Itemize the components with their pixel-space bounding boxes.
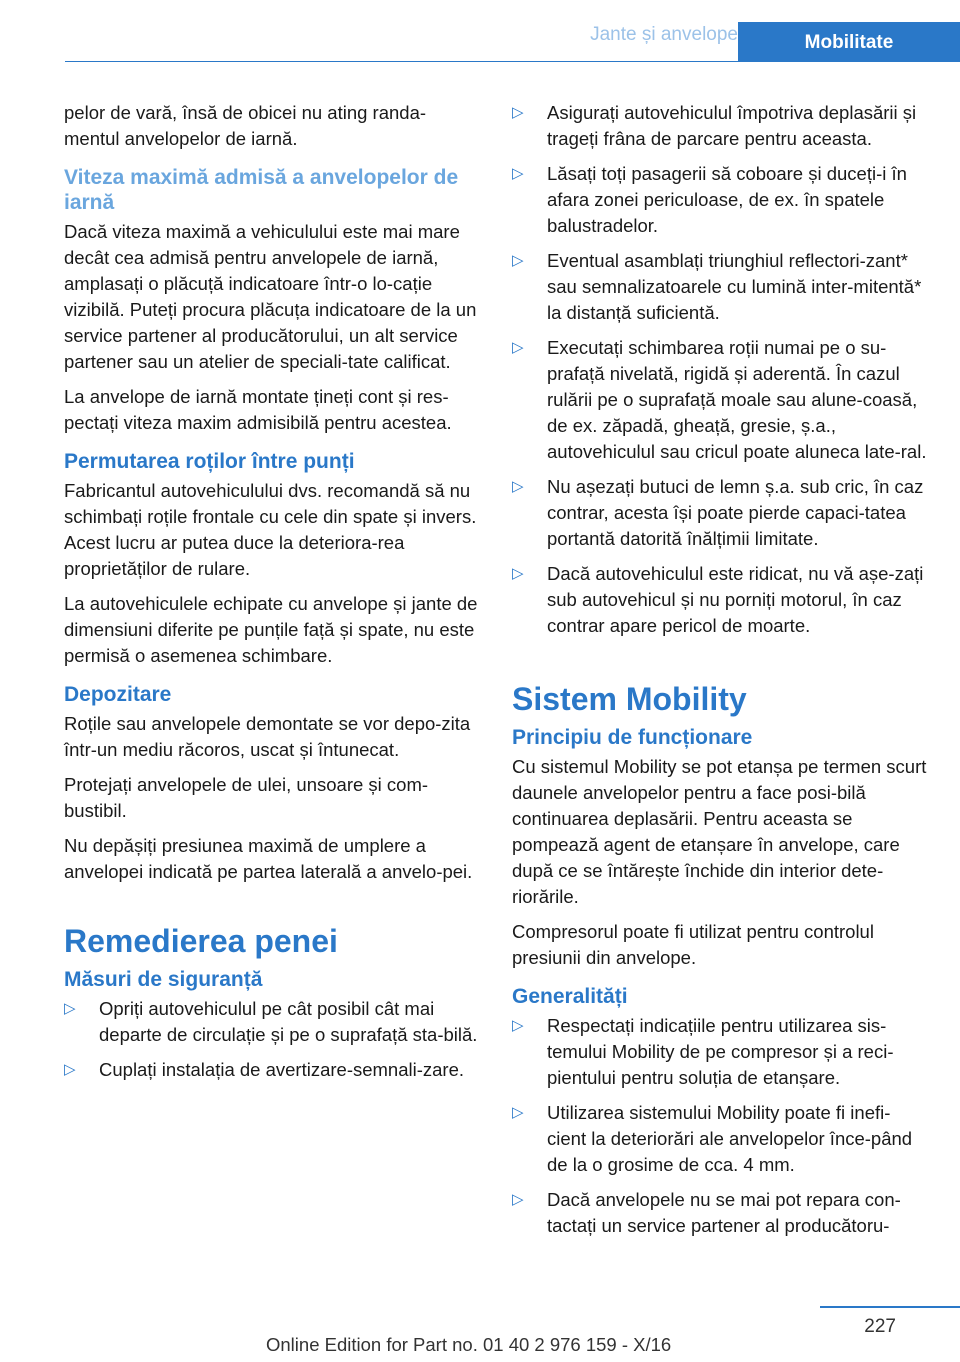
triangle-bullet-icon: ▷ (512, 252, 524, 269)
list-item: ▷ Dacă autovehiculul este ridicat, nu vă așe-zați sub autovehicul și nu porniți motorul, în caz contrar apare pericol de moarte. (512, 563, 924, 636)
list-item: ▷ Utilizarea sistemului Mobility poate fi inefi-cient la deteriorări ale anvelopelor înce-pând de la o grosime de cca. 4 mm. (512, 1102, 913, 1175)
list-item: ▷ Asigurați autovehiculul împotriva deplasării și trageți frâna de parcare pentru aceasta. (512, 102, 917, 149)
list-item: ▷ Respectați indicațiile pentru utilizarea sis-temului Mobility de pe compresor și a reci-pientului pentru soluția de etanșare. (512, 1015, 894, 1088)
header-rule (65, 61, 960, 62)
footer-rule (820, 1306, 960, 1308)
heading-permutare: Permutarea roților între punți (64, 450, 355, 473)
triangle-bullet-icon: ▷ (64, 1000, 76, 1017)
triangle-bullet-icon: ▷ (512, 1104, 524, 1121)
heading-masuri: Măsuri de siguranță (64, 968, 263, 991)
list-item: ▷ Nu așezați butuci de lemn ș.a. sub cric, în caz contrar, acesta își poate pierde capaci-tatea portantă datorită înălțimii limitate. (512, 476, 924, 549)
list-item: ▷ Executați schimbarea roții numai pe o su-prafață nivelată, rigidă și aderentă. În cazul rulării pe o suprafață moale sau alune-coasă, de ex. zăpadă, gheață, gresie, ș.a., autovehiculul sau cricul poate aluneca late-ral. (512, 337, 927, 462)
section-tab[interactable]: Jante și anvelope (590, 24, 738, 45)
triangle-bullet-icon: ▷ (512, 339, 524, 356)
general-list (512, 1013, 928, 1239)
paragraph: Nu depășiți presiunea maximă de umplere a anvelopei indicată pe partea laterală a anvelo-pei. (64, 835, 473, 882)
paragraph: Fabricantul autovehiculului dvs. recomandă să nu schimbați roțile frontale cu cele din spate și invers. Acest lucru ar putea duce la deteriora-rea proprietăților de rulare. (64, 480, 477, 579)
paragraph: Protejați anvelopele de ulei, unsoare și com-bustibil. (64, 774, 429, 821)
right-column (512, 100, 928, 1248)
paragraph: Compresorul poate fi utilizat pentru controlul presiunii din anvelope. (512, 921, 874, 968)
heading-sistem-mobility: Sistem Mobility (512, 681, 747, 717)
heading-principiu: Principiu de funcționare (512, 726, 753, 749)
safety-list-continued (512, 100, 928, 639)
triangle-bullet-icon: ▷ (512, 1017, 524, 1034)
paragraph: Cu sistemul Mobility se pot etanșa pe termen scurt daunele anvelopelor pentru a face posi-bilă continuarea deplasării. Pentru aceasta se pompează agent de etanșare în anvelope, care după ce se întărește închide din interior dete-riorările. (512, 756, 927, 907)
triangle-bullet-icon: ▷ (512, 104, 524, 121)
edition-footer: Online Edition for Part no. 01 40 2 976 159 - X/16 (266, 1334, 672, 1355)
list-item: ▷ Eventual asamblați triunghiul reflectori-zant* sau semnalizatoarele cu lumină inter-mitentă* la distanță suficientă. (512, 250, 922, 323)
heading-viteza: Viteza maximă admisă a anvelopelor de iarnă (64, 166, 459, 214)
page-number: 227 (864, 1316, 896, 1337)
left-column (64, 100, 480, 1092)
heading-remedierea: Remedierea penei (64, 923, 338, 959)
list-item: ▷ Dacă anvelopele nu se mai pot repara con-tactați un service partener al producătoru- (512, 1189, 901, 1236)
triangle-bullet-icon: ▷ (64, 1061, 76, 1078)
intro-paragraph: pelor de vară, însă de obicei nu ating randa-mentul anvelopelor de iarnă. (64, 102, 427, 149)
triangle-bullet-icon: ▷ (512, 165, 524, 182)
paragraph: Dacă viteza maximă a vehiculului este mai mare decât cea admisă pentru anvelopele de iarnă, amplasați o plăcuță indicatoare într-o lo-cație vizibilă. Puteți procura plăcuța indicatoare de la un service partener al producătorului, un alt service partener sau un atelier de speciali-tate calificat. (64, 221, 477, 372)
triangle-bullet-icon: ▷ (512, 565, 524, 582)
heading-generalitati: Generalități (512, 985, 628, 1008)
chapter-tab[interactable]: Mobilitate (738, 22, 960, 62)
triangle-bullet-icon: ▷ (512, 478, 524, 495)
list-item: ▷ Cuplați instalația de avertizare-semnali-zare. (64, 1057, 480, 1083)
heading-depozitare: Depozitare (64, 683, 172, 706)
list-item: ▷ Lăsați toți pasagerii să coboare și duceți-i în afara zonei periculoase, de ex. în spatele balustradelor. (512, 163, 907, 236)
page-header (0, 0, 960, 62)
paragraph: Roțile sau anvelopele demontate se vor depo-zita într-un mediu răcoros, uscat și întunecat. (64, 713, 471, 760)
list-item: ▷ Opriți autovehiculul pe cât posibil cât mai departe de circulație și pe o suprafață sta-bilă. (64, 998, 478, 1045)
paragraph: La autovehiculele echipate cu anvelope și jante de dimensiuni diferite pe punțile față și spate, nu este permisă o asemenea schimbare. (64, 593, 478, 666)
triangle-bullet-icon: ▷ (512, 1191, 524, 1208)
paragraph: La anvelope de iarnă montate țineți cont și res-pectați viteza maxim admisibilă pentru acestea. (64, 386, 452, 433)
safety-list (64, 996, 480, 1083)
